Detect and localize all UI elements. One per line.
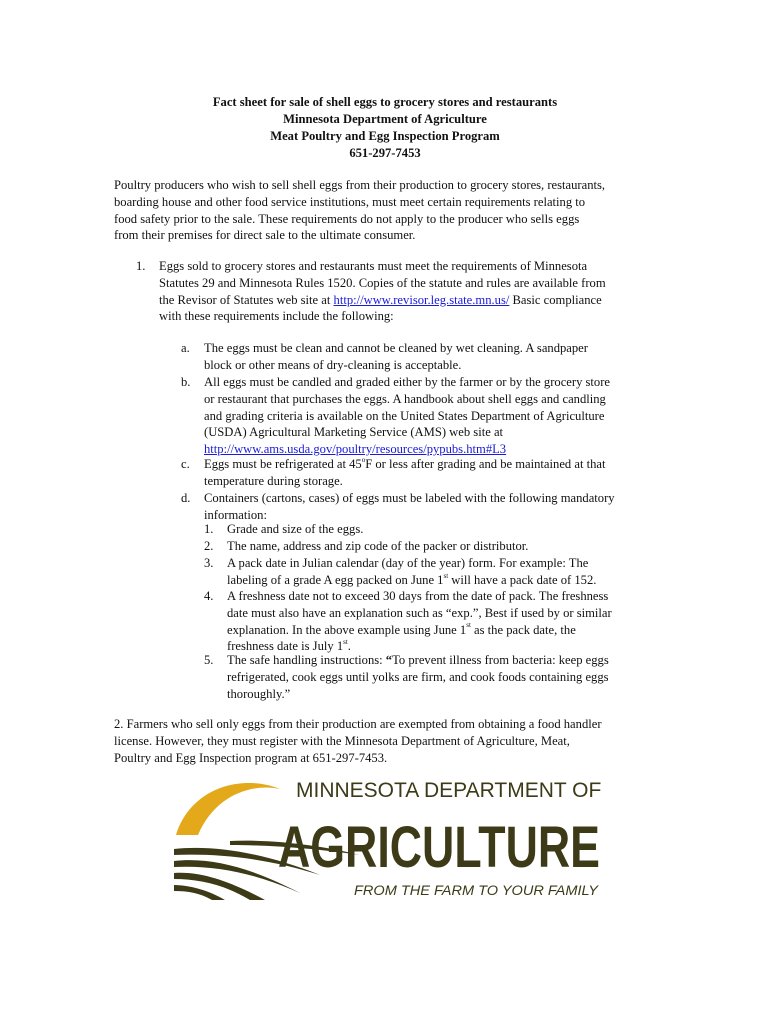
d-item-5-number: 5. [204, 653, 214, 667]
item-1-text [159, 258, 606, 325]
open-quote: “ [385, 653, 393, 667]
d-item-5-text [227, 652, 609, 702]
sub-d-line: information: [204, 507, 267, 522]
sub-b-letter: b. [181, 375, 191, 389]
intro-line: boarding house and other food service institutions, must meet certain requirements relating to [114, 194, 586, 209]
logo-main-text: AGRICULTURE [278, 815, 600, 880]
sub-d-line: Containers (cartons, cases) of eggs must be labeled with the following mandatory [204, 491, 615, 505]
logo-top-text: MINNESOTA DEPARTMENT OF [296, 779, 602, 802]
ordinal-st: st [343, 638, 348, 647]
sub-c-text [204, 456, 605, 490]
document-title: Fact sheet for sale of shell eggs to grocery stores and restaurants [212, 95, 558, 109]
sub-c-prefix: Eggs must be refrigerated at 45 [204, 457, 362, 471]
d-item-line: Grade and size of the eggs. [227, 522, 364, 536]
item-2-line: 2. Farmers who sell only eggs from their production are exempted from obtaining a food handler [114, 717, 602, 731]
sub-d-text [204, 490, 615, 524]
phone-number: 651-297-7453 [349, 146, 421, 160]
sub-b-line: (USDA) Agricultural Marketing Service (AMS) web site at [204, 425, 504, 440]
d-item-3-number: 3. [204, 556, 214, 570]
sub-c-line: temperature during storage. [204, 473, 343, 488]
sub-b-text [204, 374, 610, 458]
sub-c-letter: c. [181, 457, 190, 471]
d-item-4-suffix: . [347, 639, 351, 654]
d-item-line: A pack date in Julian calendar (day of the year) form. For example: The [227, 556, 589, 570]
item-1-line-prefix: the Revisor of Statutes web site at [159, 292, 334, 307]
revisor-link[interactable]: http://www.revisor.leg.state.mn.us/ [333, 292, 510, 307]
d-item-1-text [227, 521, 363, 538]
d-item-line: thoroughly.” [227, 686, 291, 701]
item-1-number: 1. [136, 259, 146, 273]
ams-usda-link[interactable]: http://www.ams.usda.gov/poultry/resources/pypubs.htm#L3 [204, 442, 507, 457]
item-2-paragraph [114, 716, 602, 766]
d-item-line: The name, address and zip code of the packer or distributor. [227, 539, 529, 553]
d-item-line [227, 652, 609, 669]
d-item-line [227, 572, 596, 589]
d-item-4-number: 4. [204, 589, 214, 603]
d-item-line: date must also have an explanation such as “exp.”, Best if used by or similar [227, 605, 612, 620]
sub-b-line: and grading criteria is available on the United States Department of Agriculture [204, 408, 605, 423]
d-item-line: A freshness date not to exceed 30 days from the date of pack. The freshness [227, 589, 609, 603]
d-item-3-suffix: will have a pack date of 152. [448, 572, 597, 587]
d-item-4-prefix: explanation. In the above example using June 1 [227, 622, 467, 637]
sub-a-line: block or other means of dry-cleaning is acceptable. [204, 357, 462, 372]
item-2-line: Poultry and Egg Inspection program at 651-297-7453. [114, 750, 388, 765]
d-item-line [227, 622, 612, 639]
d-item-4-prefix: freshness date is July 1 [227, 639, 344, 654]
d-item-2-text [227, 538, 528, 555]
d-item-1-number: 1. [204, 522, 214, 536]
d-item-5-suffix: To prevent illness from bacteria: keep eggs [392, 653, 609, 667]
sub-d-letter: d. [181, 491, 191, 505]
sub-a-letter: a. [181, 341, 190, 355]
item-2-line: license. However, they must register with the Minnesota Department of Agriculture, Meat, [114, 733, 570, 748]
sub-a-line: The eggs must be clean and cannot be cleaned by wet cleaning. A sandpaper [204, 341, 588, 355]
d-item-3-text [227, 555, 596, 589]
d-item-2-number: 2. [204, 539, 214, 553]
d-item-4-text [227, 588, 612, 655]
intro-paragraph [114, 177, 605, 244]
d-item-4-suffix: as the pack date, the [470, 622, 576, 637]
ordinal-st: st [443, 571, 449, 580]
sun-arc-icon [176, 783, 280, 835]
d-item-line: refrigerated, cook eggs until yolks are firm, and cook foods containing eggs [227, 669, 609, 684]
intro-line: from their premises for direct sale to the ultimate consumer. [114, 228, 416, 243]
item-1-line-suffix: Basic compliance [509, 292, 602, 307]
intro-line: food safety prior to the sale. These requirements do not apply to the producer who sells eggs [114, 211, 580, 226]
sub-c-line [204, 456, 605, 473]
item-1-line [159, 292, 606, 309]
sub-b-line: or restaurant that purchases the eggs. A handbook about shell eggs and candling [204, 391, 606, 406]
document-header [0, 94, 770, 162]
mda-logo [170, 775, 610, 900]
sub-a-text [204, 340, 588, 374]
sub-b-line: All eggs must be candled and graded either by the farmer or by the grocery store [204, 375, 611, 389]
d-item-5-prefix: The safe handling instructions: [227, 653, 386, 667]
program-name: Meat Poultry and Egg Inspection Program [270, 129, 500, 143]
item-1-line: Statutes 29 and Minnesota Rules 1520. Copies of the statute and rules are available from [159, 275, 606, 290]
intro-line: Poultry producers who wish to sell shell eggs from their production to grocery stores, restaurants, [114, 178, 606, 192]
item-1-line: with these requirements include the following: [159, 309, 394, 324]
logo-tagline: FROM THE FARM TO YOUR FAMILY [354, 882, 600, 898]
item-1-line: Eggs sold to grocery stores and restaurants must meet the requirements of Minnesota [159, 259, 588, 273]
department-name: Minnesota Department of Agriculture [283, 112, 487, 126]
ordinal-st: st [466, 621, 471, 630]
d-item-3-prefix: labeling of a grade A egg packed on June 1 [227, 572, 444, 587]
degree-mark: o [361, 455, 366, 464]
sub-c-suffix: F or less after grading and be maintained at that [365, 457, 606, 471]
